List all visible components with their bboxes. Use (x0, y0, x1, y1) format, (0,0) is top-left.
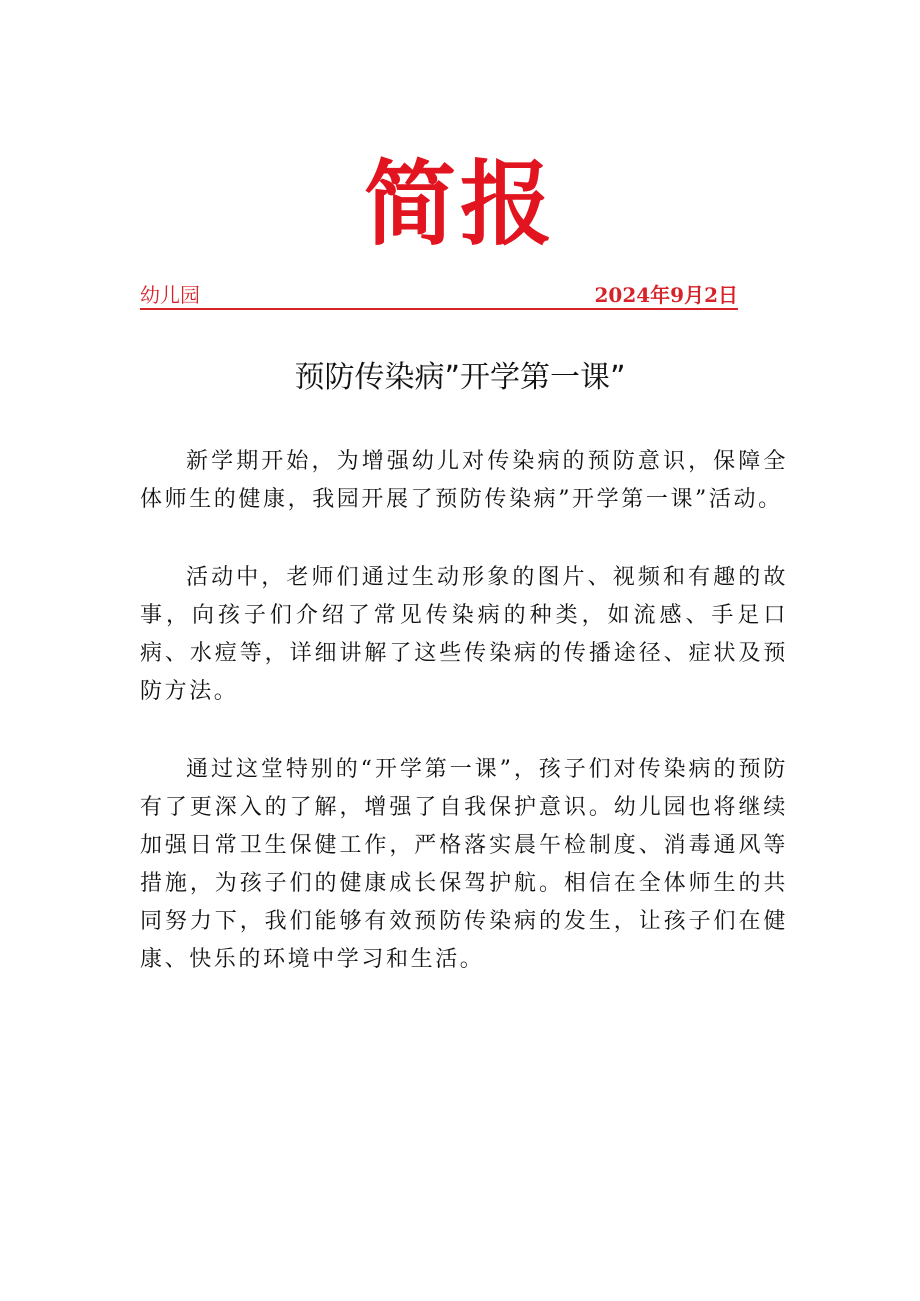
article-paragraph: 活动中，老师们通过生动形象的图片、视频和有趣的故事，向孩子们介绍了常见传染病的种类，如流感、手足口病、水痘等，详细讲解了这些传染病的传播途径、症状及预防方法。 (140, 565, 788, 704)
article-headline: 预防传染病”开学第一课” (294, 360, 626, 395)
issue-date: 2024年9月2日 (594, 283, 738, 307)
article-body (140, 443, 788, 1019)
issue-info-rule (140, 282, 738, 310)
article-paragraph: 新学期开始，为增强幼儿对传染病的预防意识，保障全体师生的健康，我园开展了预防传染病”开学第一课”活动。 (140, 449, 788, 512)
masthead-title: 简报 (363, 151, 556, 258)
article-paragraph: 通过这堂特别的“开学第一课”，孩子们对传染病的预防有了更深入的了解，增强了自我保护意识。幼儿园也将继续加强日常卫生保健工作，严格落实晨午检制度、消毒通风等措施，为孩子们的健康成长保驾护航。相信在全体师生的共同努力下，我们能够有效预防传染病的发生，让孩子们在健康、快乐的环境中学习和生活。 (140, 757, 788, 972)
issue-organization: 幼儿园 (140, 283, 200, 307)
